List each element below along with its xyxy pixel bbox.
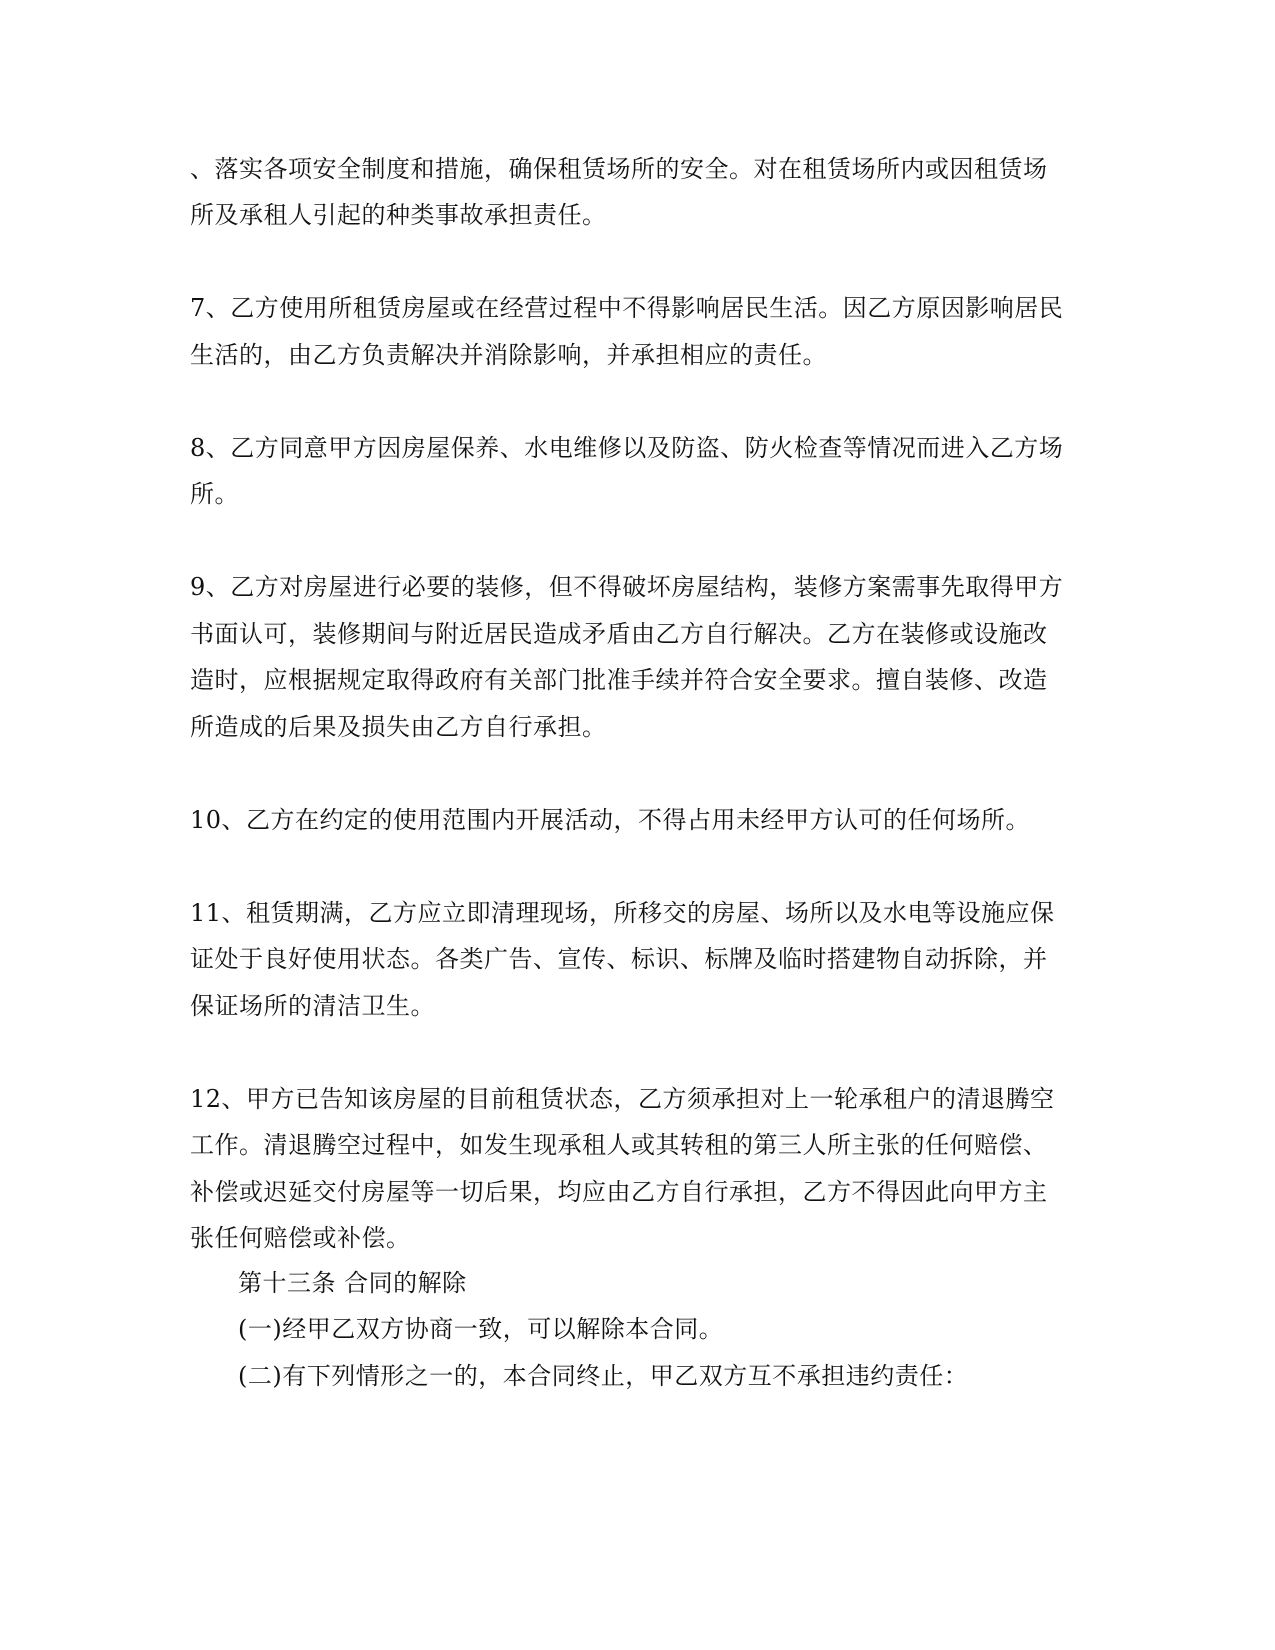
text-line: 8、乙方同意甲方因房屋保养、水电维修以及防盗、防火检查等情况而进入乙方场: [190, 434, 1064, 462]
text-line: 、落实各项安全制度和措施，确保租赁场所的安全。对在租赁场所内或因租赁场: [190, 155, 1048, 183]
text-line: 保证场所的清洁卫生。: [190, 992, 435, 1020]
text-line: 11、租赁期满，乙方应立即清理现场，所移交的房屋、场所以及水电等设施应保: [190, 899, 1055, 927]
text-line: 所及承租人引起的种类事故承担责任。: [190, 201, 607, 229]
text-line: 所。: [190, 480, 239, 508]
text-line: 工作。清退腾空过程中，如发生现承租人或其转租的第三人所主张的任何赔偿、: [190, 1131, 1048, 1159]
text-line: 12、甲方已告知该房屋的目前租赁状态，乙方须承担对上一轮承租户的清退腾空: [190, 1085, 1055, 1113]
text-line: (一)经甲乙双方协商一致，可以解除本合同。: [238, 1315, 724, 1343]
text-line: 生活的，由乙方负责解决并消除影响，并承担相应的责任。: [190, 341, 827, 369]
text-line: 7、乙方使用所租赁房屋或在经营过程中不得影响居民生活。因乙方原因影响居民: [190, 294, 1064, 322]
text-line: 证处于良好使用状态。各类广告、宣传、标识、标牌及临时搭建物自动拆除，并: [190, 945, 1048, 973]
text-line: 造时，应根据规定取得政府有关部门批准手续并符合安全要求。擅自装修、改造: [190, 666, 1048, 694]
text-line: 10、乙方在约定的使用范围内开展活动，不得占用未经甲方认可的任何场所。: [190, 806, 1031, 834]
text-line: (二)有下列情形之一的，本合同终止，甲乙双方互不承担违约责任：: [238, 1362, 969, 1390]
text-line: 补偿或迟延交付房屋等一切后果，均应由乙方自行承担，乙方不得因此向甲方主: [190, 1178, 1048, 1206]
section-heading: 第十三条 合同的解除: [238, 1269, 467, 1297]
text-line: 书面认可，装修期间与附近居民造成矛盾由乙方自行解决。乙方在装修或设施改: [190, 620, 1048, 648]
text-line: 张任何赔偿或补偿。: [190, 1224, 411, 1252]
text-line: 9、乙方对房屋进行必要的装修，但不得破坏房屋结构，装修方案需事先取得甲方: [190, 573, 1064, 601]
text-line: 所造成的后果及损失由乙方自行承担。: [190, 713, 607, 741]
